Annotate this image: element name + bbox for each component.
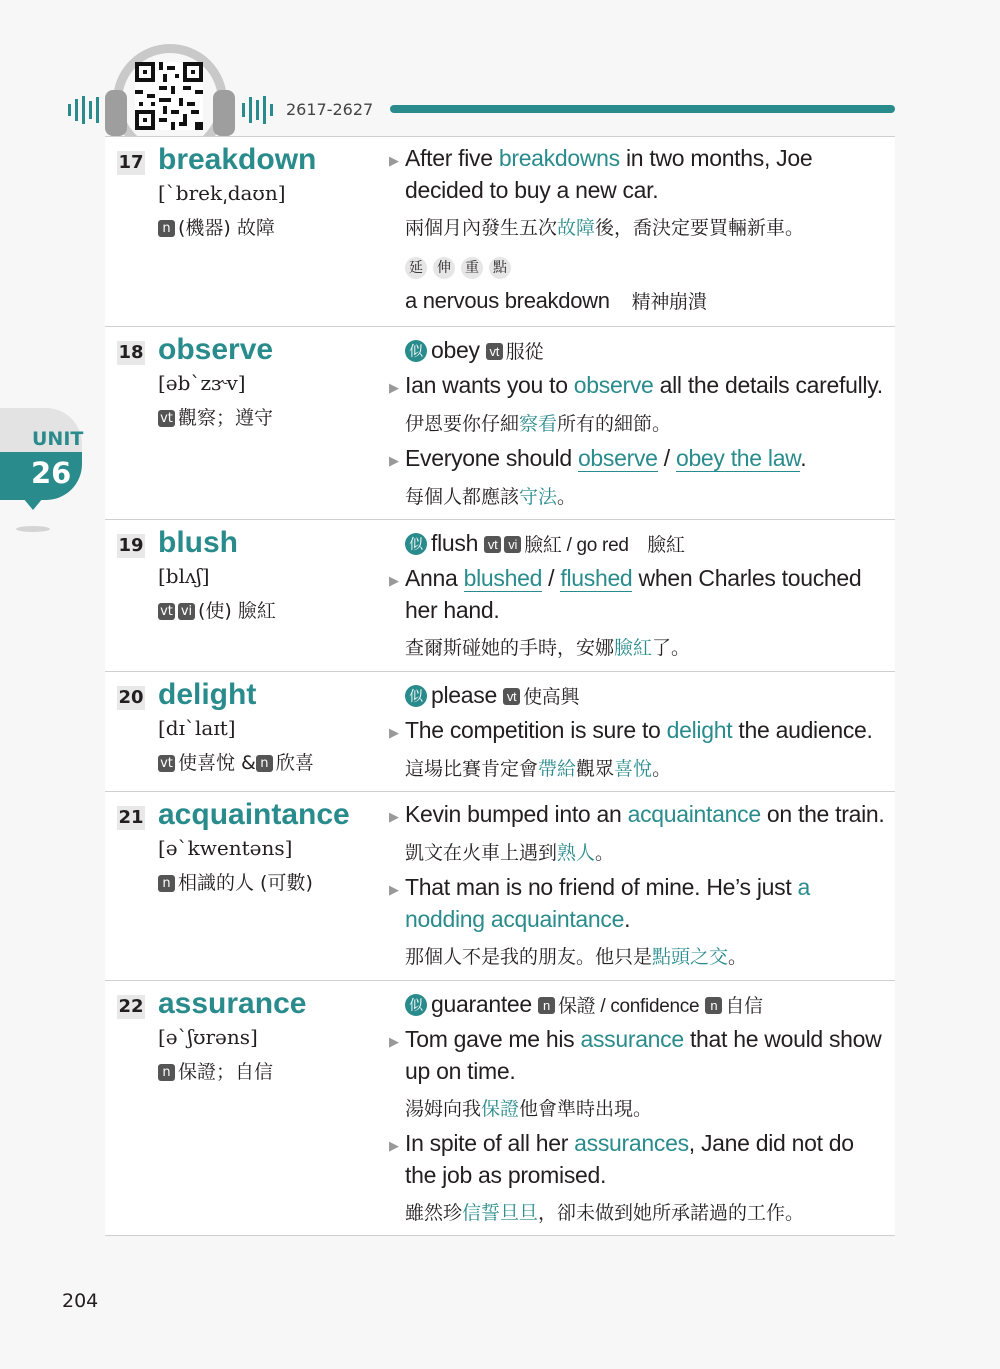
example-sentence-cont: the job as promised. [405,1162,607,1188]
highlight: 帶給 [538,758,577,780]
highlight: 察看 [519,413,558,435]
extension-phrase [405,287,706,314]
highlight: 故障 [557,217,596,239]
headword: delight [158,678,257,711]
part-of-speech [158,748,314,775]
unit-label: UNIT [32,428,84,450]
vi-tag: vi [178,603,195,620]
text: 觀眾 [576,758,615,780]
synonym-meaning: 保證 / confidence [557,996,700,1017]
synonym: please [431,682,497,708]
vocab-entry [105,327,895,520]
vocabulary-list [105,136,895,1236]
text: Anna [405,565,464,591]
text: 湯姆向我 [405,1098,482,1120]
example-sentence-cont: her hand. [405,597,500,623]
example-sentence-cont: decided to buy a new car. [405,177,659,203]
phonetic: [əˋkwentəns] [158,836,293,860]
text: / [542,565,561,591]
unit-tab-shadow [16,526,50,532]
translation [405,838,614,865]
highlight: acquaintance [627,801,761,827]
text: 。 [652,758,672,780]
vt-tag: vt [503,688,520,705]
text: 後，喬決定要買輛新車。 [595,217,805,239]
phonetic: [əˋʃʊrəns] [158,1025,258,1049]
example-sentence [405,372,883,399]
noun-tag: n [158,1064,175,1081]
synonym-line [405,337,543,364]
bullet-arrow-icon: ▶ [389,726,399,741]
text: . [624,906,631,932]
text: the audience. [732,717,873,743]
highlight: 信誓旦旦 [462,1202,539,1224]
text: all the details carefully. [653,372,883,398]
extension-label [405,257,517,279]
entry-number: 21 [118,807,144,828]
text: In spite of all her [405,1130,575,1156]
highlight: 點頭之交 [652,946,729,968]
translation [405,213,804,240]
highlight: assurances [574,1130,689,1156]
example-sentence-cont [405,906,630,933]
ext-char: 重 [461,257,483,279]
ext-char: 點 [489,257,511,279]
example-sentence [405,445,806,472]
translation [405,754,671,781]
highlight: nodding acquaintance [405,906,625,932]
highlight: obey the law [675,445,801,471]
ext-char: 延 [405,257,427,279]
track-range: 2617-2627 [286,100,374,119]
sound-wave-right-icon [242,96,277,126]
text: . [800,445,807,471]
synonym-line [405,991,763,1018]
text: / [657,445,676,471]
sound-wave-left-icon [68,96,103,126]
text: 。 [595,842,615,864]
text: 這場比賽肯定會 [405,758,539,780]
noun-tag: n [158,875,175,892]
text: 了。 [652,637,691,659]
headword: blush [158,526,238,559]
bullet-arrow-icon: ▶ [389,454,399,469]
translation [405,409,671,436]
vt-tag: vt [486,343,503,360]
definition: 相識的人 (可數) [178,872,313,894]
example-sentence-cont: up on time. [405,1058,516,1084]
text: 。 [557,486,577,508]
highlight: a [797,874,811,900]
headword: observe [158,333,274,366]
translation [405,482,576,509]
entry-number: 17 [118,152,144,173]
definition: 欣喜 [275,752,314,774]
highlight: flushed [560,565,633,591]
translation [405,1198,804,1225]
example-sentence [405,565,861,592]
text: in two months, Joe [619,145,813,171]
vocab-entry [105,672,895,792]
synonym: obey [431,337,480,363]
text: , Jane did not do [688,1130,854,1156]
vocab-entry [105,792,895,981]
noun-tag: n [538,997,555,1014]
phonetic: [əbˋzɝv] [158,371,246,395]
highlight: delight [666,717,733,743]
text: that he would show [683,1026,882,1052]
synonym-line [405,682,579,709]
definition: 觀察；遵守 [178,407,274,429]
highlight: 喜悅 [614,758,653,780]
text: 雖然珍 [405,1202,463,1224]
translation [405,1094,652,1121]
highlight: 熟人 [557,842,596,864]
synonym-icon: 似 [405,685,427,707]
bullet-arrow-icon: ▶ [389,1035,399,1050]
highlight: 守法 [519,486,558,508]
headword: breakdown [158,143,317,176]
vt-tag: vt [158,755,175,772]
translation [405,942,747,969]
phonetic: [dɪˋlaɪt] [158,716,236,740]
highlight: 臉紅 [614,637,653,659]
phonetic: [blʌʃ] [158,564,210,588]
entry-number: 20 [118,687,144,708]
synonym: flush [431,530,479,556]
text: 。 [728,946,748,968]
highlight: blushed [463,565,543,591]
highlight: 保證 [481,1098,520,1120]
text: Everyone should [405,445,578,471]
audio-qr-code[interactable] [135,62,203,130]
synonym-meaning: 自信 [725,996,763,1017]
text: 每個人都應該 [405,486,520,508]
noun-tag: n [705,997,722,1014]
text: 兩個月內發生五次 [405,217,558,239]
synonym-icon: 似 [405,340,427,362]
synonym: guarantee [431,991,532,1017]
vt-tag: vt [158,603,175,620]
translation [405,633,690,660]
vocab-entry [105,137,895,327]
part-of-speech [158,403,273,430]
text: on the train. [760,801,885,827]
example-sentence [405,145,812,172]
headword: assurance [158,987,307,1020]
vocab-entry [105,981,895,1236]
example-sentence [405,1130,854,1157]
vi-tag: vi [504,536,521,553]
text: That man is no friend of mine. He’s just [405,874,798,900]
text: 他會準時出現。 [519,1098,653,1120]
part-of-speech [158,596,276,623]
bullet-arrow-icon: ▶ [389,381,399,396]
example-sentence [405,1026,881,1053]
bullet-arrow-icon: ▶ [389,883,399,898]
example-sentence [405,801,884,828]
definition: 保證；自信 [178,1061,274,1083]
bullet-arrow-icon: ▶ [389,810,399,825]
text: 伊恩要你仔細 [405,413,520,435]
synonym-line [405,530,685,557]
synonym-meaning: 服從 [505,341,544,363]
page-header [0,0,1000,140]
part-of-speech [158,1057,273,1084]
entry-number: 19 [118,535,144,556]
vt-tag: vt [484,536,501,553]
highlight: assurance [580,1026,684,1052]
part-of-speech [158,213,275,240]
phonetic: [ˋbrek͵daʊn] [158,181,286,205]
synonym-icon: 似 [405,994,427,1016]
highlight: observe [573,372,654,398]
definition: (機器) 故障 [178,217,275,239]
bullet-arrow-icon: ▶ [389,154,399,169]
highlight: observe [577,445,658,471]
synonym-meaning: 使高興 [523,687,580,708]
text: 那個人不是我的朋友。他只是 [405,946,653,968]
example-sentence [405,717,873,744]
entry-number: 18 [118,342,144,363]
part-of-speech [158,868,313,895]
synonym-meaning: 臉紅 / go red 臉紅 [524,535,685,556]
definition: (使) 臉紅 [198,600,276,622]
header-divider-bar [390,105,895,113]
text: Ian wants you to [405,372,574,398]
text: 查爾斯碰她的手時，安娜 [405,637,615,659]
ext-char: 伸 [433,257,455,279]
bullet-arrow-icon: ▶ [389,1139,399,1154]
text: Kevin bumped into an [405,801,628,827]
text: After five [405,145,499,171]
noun-tag: n [256,755,273,772]
text: 凱文在火車上遇到 [405,842,558,864]
text: 精神崩潰 [631,291,707,313]
text: when Charles touched [632,565,862,591]
headword: acquaintance [158,798,350,831]
noun-tag: n [158,220,175,237]
synonym-icon: 似 [405,533,427,555]
text: a nervous breakdown [405,288,610,313]
example-sentence [405,874,810,901]
definition: 使喜悅 & [178,752,256,774]
highlight: breakdowns [498,145,620,171]
page-number: 204 [62,1290,99,1312]
text: 所有的細節。 [557,413,672,435]
unit-number: 26 [31,456,72,490]
vt-tag: vt [158,410,175,427]
text: ，卻未做到她所承諾過的工作。 [538,1202,805,1224]
text: The competition is sure to [405,717,667,743]
bullet-arrow-icon: ▶ [389,574,399,589]
vocab-entry [105,520,895,672]
entry-number: 22 [118,996,144,1017]
text: Tom gave me his [405,1026,581,1052]
